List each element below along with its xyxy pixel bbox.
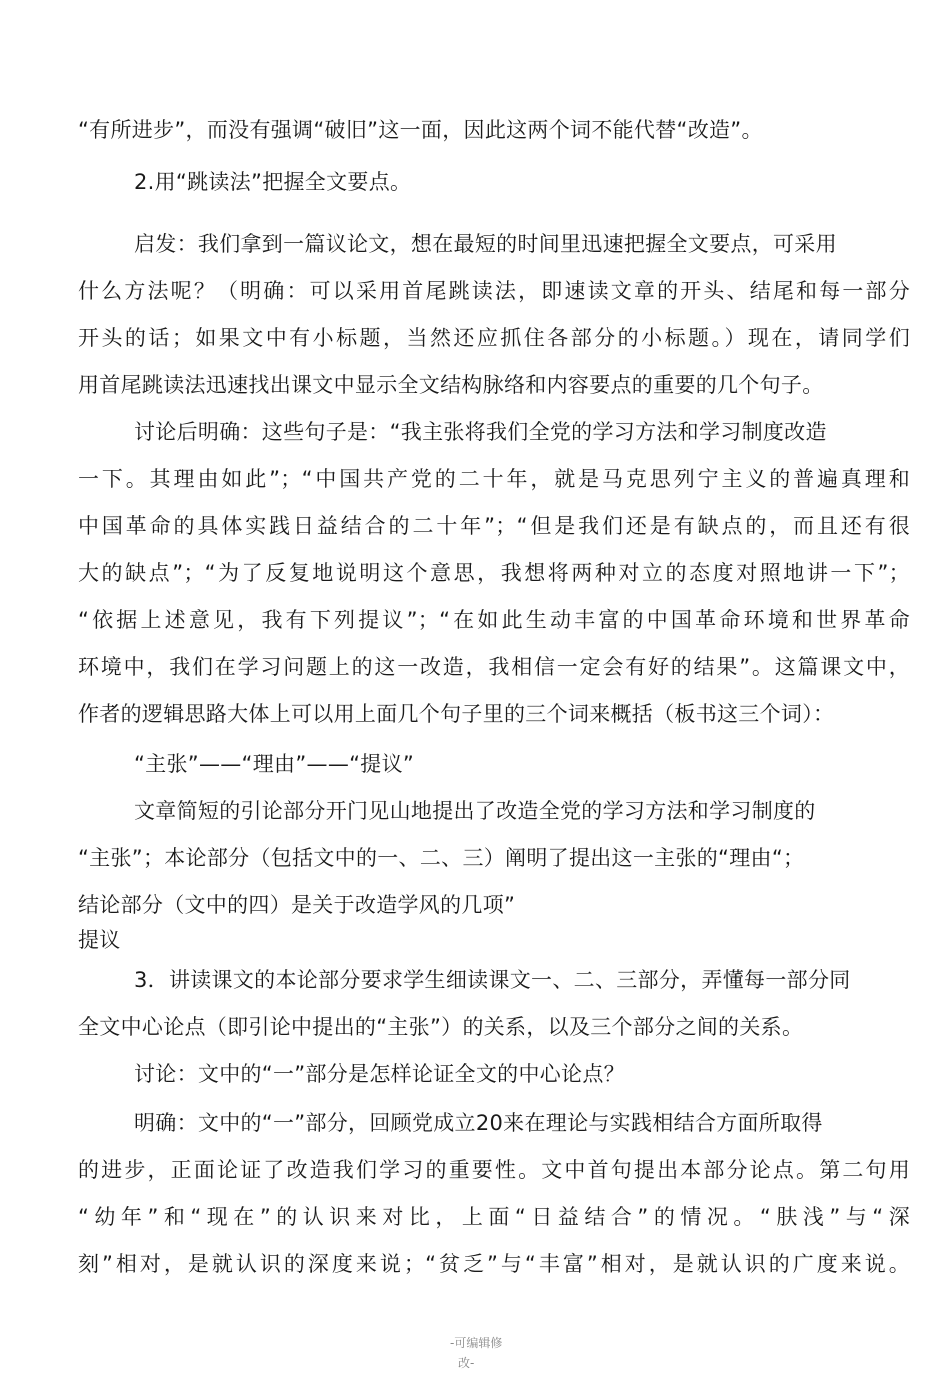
paragraph-line: 结论部分（文中的四）是关于改造学风的几项”	[78, 893, 516, 917]
paragraph-line: “依据上述意见，我有下列提议”；“在如此生动丰富的中国革命环境和世界革命	[78, 608, 910, 632]
paragraph-line: 提议	[78, 928, 121, 952]
paragraph-line: 作者的逻辑思路大体上可以用上面几个句子里的三个词来概括（板书这三个词）：	[78, 702, 835, 726]
paragraph-line: 启发：我们拿到一篇议论文，想在最短的时间里迅速把握全文要点，可采用	[134, 232, 837, 256]
paragraph-line: 开头的话；如果文中有小标题，当然还应抓住各部分的小标题。）现在，请同学们	[78, 326, 910, 350]
paragraph-line: 刻”相对，是就认识的深度来说；“贫乏”与“丰富”相对，是就认识的广度来说。	[78, 1252, 910, 1276]
paragraph-line: 什么方法呢？（明确：可以采用首尾跳读法，即速读文章的开头、结尾和每一部分	[78, 279, 910, 303]
footer-note-line1: -可编辑修	[450, 1336, 503, 1350]
paragraph-line: 文章简短的引论部分开门见山地提出了改造全党的学习方法和学习制度的	[134, 799, 816, 823]
paragraph-line: 的进步，正面论证了改造我们学习的重要性。文中首句提出本部分论点。第二句用	[78, 1158, 910, 1182]
paragraph-line: “有所进步”，而没有强调“破旧”这一面，因此这两个词不能代替“改造”。	[78, 118, 763, 142]
paragraph-line: “幼年”和“现在”的认识来对比，上面“日益结合”的情况。“肤浅”与“深	[78, 1205, 910, 1229]
paragraph-line: 用首尾跳读法迅速找出课文中显示全文结构脉络和内容要点的重要的几个句子。	[78, 373, 824, 397]
section-heading-2: 2.用“跳读法”把握全文要点。	[134, 170, 412, 194]
paragraph-line: 中国革命的具体实践日益结合的二十年”；“但是我们还是有缺点的，而且还有很	[78, 514, 910, 538]
blackboard-keywords: “主张”——“理由”——“提议”	[134, 752, 415, 776]
paragraph-line: “主张”；本论部分（包括文中的一、二、三）阐明了提出这一主张的“理由“；	[78, 846, 805, 870]
paragraph-line: 讨论后明确：这些句子是：“我主张将我们全党的学习方法和学习制度改造	[134, 420, 827, 444]
paragraph-line: 明确：文中的“一”部分，回顾党成立20来在理论与实践相结合方面所取得	[134, 1111, 823, 1135]
paragraph-line: 全文中心论点（即引论中提出的“主张”）的关系，以及三个部分之间的关系。	[78, 1015, 804, 1039]
paragraph-line: 环境中，我们在学习问题上的这一改造，我相信一定会有好的结果”。这篇课文中，	[78, 655, 910, 679]
paragraph-line: 讨论：文中的“一”部分是怎样论证全文的中心论点？	[134, 1062, 625, 1086]
footer-note-line2: 改-	[458, 1356, 475, 1370]
paragraph-line: 一下。其理由如此”；“中国共产党的二十年，就是马克思列宁主义的普遍真理和	[78, 467, 910, 491]
paragraph-line: 大的缺点”；“为了反复地说明这个意思，我想将两种对立的态度对照地讲一下”；	[78, 561, 910, 585]
section-heading-3: 3．讲读课文的本论部分要求学生细读课文一、二、三部分，弄懂每一部分同	[134, 968, 851, 992]
